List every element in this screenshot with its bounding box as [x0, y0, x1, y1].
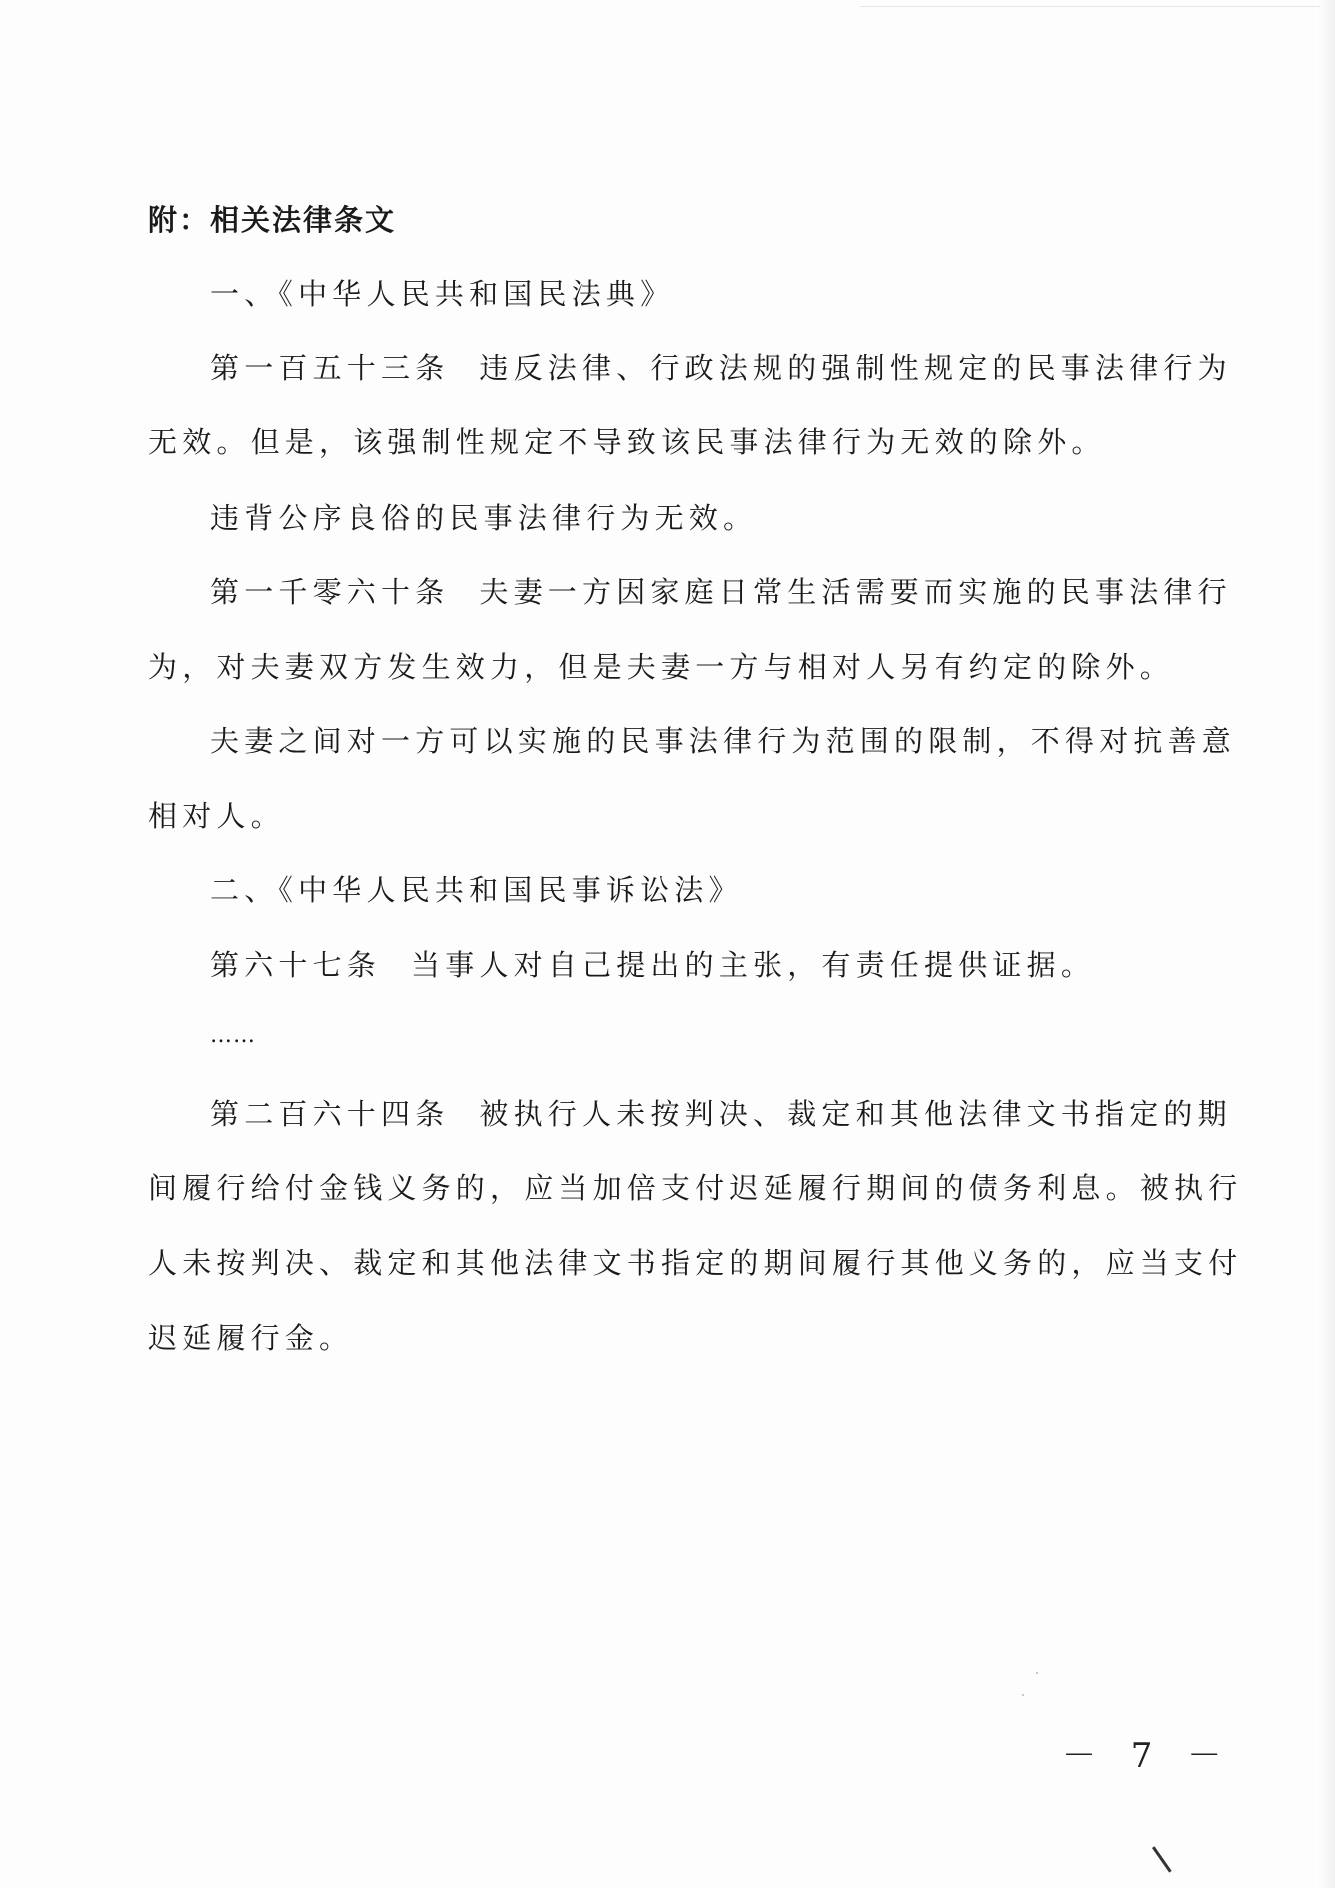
article-1060-paragraph-2-line-2: 相对人。 — [148, 799, 285, 833]
article-number: 第一千零六十条 — [210, 575, 450, 609]
scan-mark — [1152, 1846, 1172, 1872]
scan-dust — [1022, 1694, 1024, 1696]
article-153-line-2: 无效。但是，该强制性规定不导致该民事法律行为无效的除外。 — [148, 425, 1106, 459]
article-67-line-1 — [210, 947, 1095, 983]
article-264-line-4: 迟延履行金。 — [148, 1321, 354, 1355]
article-number: 第一百五十三条 — [210, 351, 450, 385]
article-153-line-1 — [210, 350, 1232, 386]
section-title-civil-procedure-law: 二、《中华人民共和国民事诉讼法》 — [210, 873, 743, 907]
article-text: 违反法律、行政法规的强制性规定的民事法律行为 — [479, 351, 1232, 385]
page-number: － 7 － — [1062, 1736, 1234, 1776]
scan-dust — [1036, 1672, 1038, 1674]
section-title-civil-code: 一、《中华人民共和国民法典》 — [210, 277, 675, 311]
article-264-line-1 — [210, 1096, 1232, 1132]
article-1060-paragraph-2-line-1: 夫妻之间对一方可以实施的民事法律行为范围的限制，不得对抗善意 — [210, 724, 1237, 758]
scan-edge — [1315, 0, 1335, 1888]
article-264-line-2: 间履行给付金钱义务的，应当加倍支付迟延履行期间的债务利息。被执行 — [148, 1171, 1243, 1205]
article-153-paragraph-2: 违背公序良俗的民事法律行为无效。 — [210, 501, 758, 535]
scan-top-line — [860, 6, 1320, 7]
appendix-heading: 附：相关法律条文 — [148, 203, 397, 237]
article-1060-line-1 — [210, 574, 1232, 610]
article-264-line-3: 人未按判决、裁定和其他法律文书指定的期间履行其他义务的，应当支付 — [148, 1246, 1243, 1280]
article-text: 被执行人未按判决、裁定和其他法律文书指定的期 — [479, 1097, 1232, 1131]
article-1060-line-2: 为，对夫妻双方发生效力，但是夫妻一方与相对人另有约定的除外。 — [148, 650, 1175, 684]
article-text: 当事人对自己提出的主张，有责任提供证据。 — [411, 948, 1096, 982]
article-text: 夫妻一方因家庭日常生活需要而实施的民事法律行 — [479, 575, 1232, 609]
article-number: 第六十七条 — [210, 948, 382, 982]
article-number: 第二百六十四条 — [210, 1097, 450, 1131]
ellipsis: …… — [210, 1023, 256, 1048]
